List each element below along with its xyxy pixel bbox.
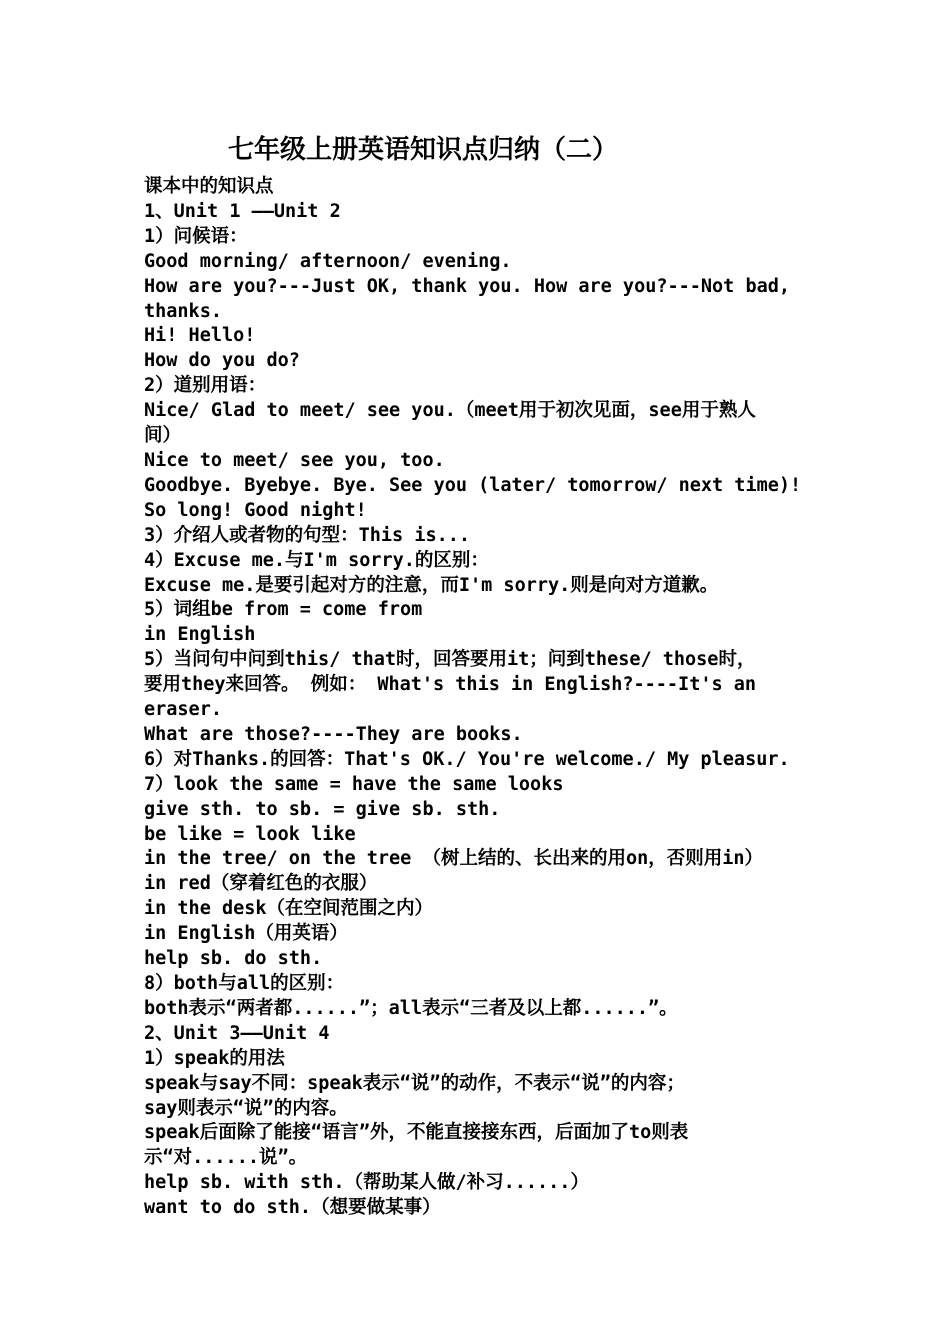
text-line: 5）当问句中问到this/ that时，回答要用it；问到these/ those时， [144,649,756,671]
text-line: help sb. do sth. [144,948,323,970]
text-line: in the tree/ on the tree （树上结的、长出来的用on，否则用in） [144,848,764,870]
text-line: be like = look like [144,823,356,845]
text-line: Nice/ Glad to meet/ see you.（meet用于初次见面，see用于熟人 [144,400,756,422]
text-line: What are those?----They are books. [144,723,523,745]
document-body [144,175,834,1221]
text-line: Hi! Hello! [144,325,256,347]
text-line: speak与say不同：speak表示“说”的动作，不表示“说”的内容； [144,1072,685,1094]
text-line: 要用they来回答。 例如： What's this in English?----It's an [144,674,757,696]
text-line: say则表示“说”的内容。 [144,1097,348,1119]
text-line: 2、Unit 3——Unit 4 [144,1022,330,1044]
text-line: help sb. with sth.（帮助某人做/补习......） [144,1172,589,1194]
text-line: 8）both与all的区别： [144,973,345,994]
text-line: 课本中的知识点 [144,176,274,197]
text-line: How are you?---Just OK, thank you. How are you?---Not bad, [144,275,791,297]
text-line: Excuse me.是要引起对方的注意，而I'm sorry.则是向对方道歉。 [144,574,719,596]
text-line: in English [144,624,256,646]
text-line: 5）词组be from = come from [144,599,423,621]
text-line: 1）问候语： [144,225,248,247]
text-line: in the desk（在空间范围之内） [144,898,434,920]
text-line: want to do sth.（想要做某事） [144,1197,441,1219]
text-line: give sth. to sb. = give sb. sth. [144,798,501,820]
text-line: 6）对Thanks.的回答：That's OK./ You're welcome./ My pleasur. [144,748,790,770]
text-line: in English（用英语） [144,923,348,945]
text-line: 2）道别用语： [144,375,267,397]
text-line: How do you do? [144,350,300,372]
document-title: 七年级上册英语知识点归纳（二） [228,135,619,165]
text-line: Goodbye. Byebye. Bye. See you (later/ tomorrow/ next time)! [144,474,802,496]
text-line: So long! Good night! [144,499,367,521]
text-line: in red（穿着红色的衣服） [144,873,378,895]
text-line: both表示“两者都......”；all表示“三者及以上都......”。 [144,997,678,1019]
text-line: 1、Unit 1 ——Unit 2 [144,200,341,222]
text-line: thanks. [144,300,222,322]
text-line: Nice to meet/ see you, too. [144,449,445,471]
text-line: 间） [144,425,182,447]
text-line: 7）look the same = have the same looks [144,773,564,795]
text-line: eraser. [144,699,222,721]
text-line: 4）Excuse me.与I'm sorry.的区别： [144,549,489,571]
text-line: Good morning/ afternoon/ evening. [144,250,512,272]
text-line: 1）speak的用法 [144,1047,285,1069]
text-line: speak后面除了能接“语言”外，不能直接接东西，后面加了to则表 [144,1122,689,1144]
text-line: 3）介绍人或者物的句型：This is... [144,524,471,546]
text-line: 示“对......说”。 [144,1147,308,1169]
